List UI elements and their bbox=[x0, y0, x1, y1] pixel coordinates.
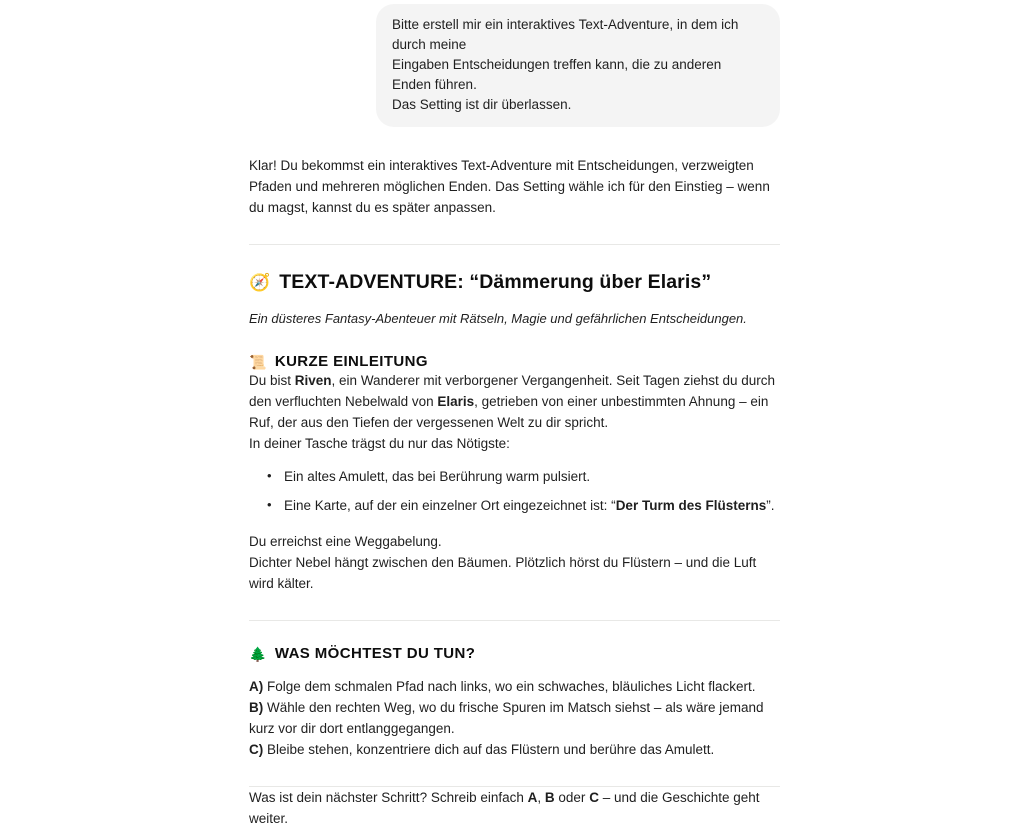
list-item-text: Eine Karte, auf der ein einzelner Ort eingezeichnet ist: “ bbox=[284, 498, 616, 513]
location-name: Der Turm des Flüsterns bbox=[615, 498, 767, 513]
tree-icon: 🌲 bbox=[249, 645, 267, 662]
section-divider bbox=[249, 620, 780, 621]
assistant-message bbox=[0, 155, 1023, 829]
user-message-bubble bbox=[376, 4, 780, 127]
choice-option-b bbox=[249, 697, 780, 739]
section-heading-choices bbox=[249, 645, 780, 662]
choice-label-a: A) bbox=[249, 679, 264, 694]
story-lines bbox=[249, 531, 780, 594]
section-heading-intro-text: KURZE EINLEITUNG bbox=[274, 353, 428, 370]
option-a-inline: A bbox=[527, 790, 538, 805]
story-line: Dichter Nebel hängt zwischen den Bäumen. Plötzlich hörst du Flüstern – und die Luft wird kälter. bbox=[249, 555, 757, 591]
story-text: , ein Wanderer mit verborgener Vergangenheit. Seit Tagen ziehst du durch den verfluchten Nebelwald von bbox=[249, 373, 776, 409]
choice-option-c bbox=[249, 739, 780, 760]
adventure-subtitle: Ein düsteres Fantasy-Abenteuer mit Rätseln, Magie und gefährlichen Entscheidungen. bbox=[249, 311, 747, 326]
section-heading-intro bbox=[249, 353, 780, 370]
adventure-title bbox=[249, 271, 780, 294]
user-message-row bbox=[0, 0, 1023, 127]
place-name: Elaris bbox=[437, 394, 475, 409]
choice-text-b: Wähle den rechten Weg, wo du frische Spuren im Matsch siehst – als wäre jemand kurz vor dir dort entlanggegangen. bbox=[249, 700, 764, 736]
story-text: Du bist bbox=[249, 373, 295, 388]
scroll-icon: 📜 bbox=[249, 353, 267, 370]
compass-icon: 🧭 bbox=[249, 273, 271, 292]
list-item: • Ein altes Amulett, das bei Berührung warm pulsiert. bbox=[284, 466, 780, 487]
choice-label-c: C) bbox=[249, 742, 264, 757]
user-message-line: Eingaben Entscheidungen treffen kann, die zu anderen Enden führen. bbox=[392, 57, 722, 92]
prompt-text: – und die Geschichte geht weiter. bbox=[249, 790, 760, 826]
prompt-text: Was ist dein nächster Schritt? Schreib einfach bbox=[249, 790, 528, 805]
choice-label-b: B) bbox=[249, 700, 264, 715]
prompt-text: , bbox=[537, 790, 545, 805]
list-item-text: ”. bbox=[766, 498, 775, 513]
option-c-inline: C bbox=[589, 790, 599, 805]
assistant-intro-paragraph: Klar! Du bekommst ein interaktives Text-Adventure mit Entscheidungen, verzweigten Pfaden und mehreren möglichen Enden. Das Setting wähle ich für den Einstieg – wenn du magst, kannst du es später anpassen. bbox=[249, 158, 770, 215]
choice-option-a bbox=[249, 676, 780, 697]
choice-text-c: Bleibe stehen, konzentriere dich auf das Flüstern und berühre das Amulett. bbox=[263, 742, 715, 757]
list-item bbox=[284, 495, 780, 516]
choice-list bbox=[249, 676, 780, 760]
user-message-line: Bitte erstell mir ein interaktives Text-Adventure, in dem ich durch meine bbox=[392, 17, 739, 52]
inventory-list bbox=[249, 466, 780, 516]
prompt-next-step bbox=[249, 787, 780, 829]
section-divider bbox=[249, 244, 780, 245]
choice-text-a: Folge dem schmalen Pfad nach links, wo ein schwaches, bläuliches Licht flackert. bbox=[263, 679, 756, 694]
story-line: Du erreichst eine Weggabelung. bbox=[249, 534, 442, 549]
character-name: Riven bbox=[294, 373, 332, 388]
story-text: , getrieben von einer unbestimmten Ahnung – ein Ruf, der aus den Tiefen der vergessenen Welt zu dir spricht. bbox=[249, 394, 769, 430]
user-message-line: Das Setting ist dir überlassen. bbox=[392, 97, 572, 112]
story-paragraph-2: In deiner Tasche trägst du nur das Nötigste: bbox=[249, 436, 510, 451]
option-b-inline: B bbox=[544, 790, 555, 805]
adventure-title-text: TEXT-ADVENTURE: “Dämmerung über Elaris” bbox=[279, 271, 712, 293]
prompt-text: oder bbox=[554, 790, 590, 805]
story-paragraph-1 bbox=[249, 370, 780, 433]
section-heading-choices-text: WAS MÖCHTEST DU TUN? bbox=[274, 645, 476, 662]
